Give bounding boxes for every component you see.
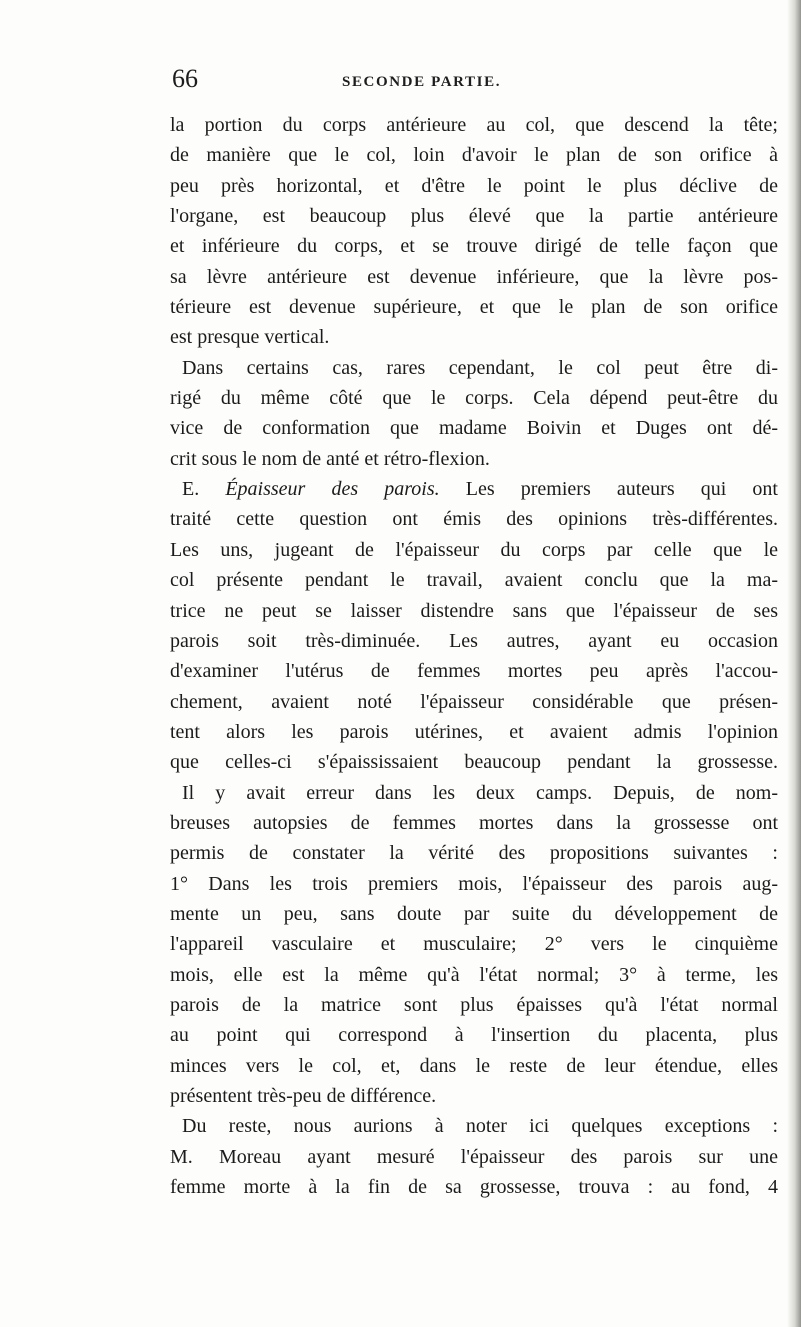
text-line: col présente pendant le travail, avaient conclu que la ma- [170, 569, 778, 592]
text-line: l'appareil vasculaire et musculaire; 2° vers le cinquième [170, 933, 778, 956]
text-line: présentent très-peu de différence. [170, 1085, 437, 1107]
text-line: tent alors les parois utérines, et avaient admis l'opinion [170, 720, 778, 743]
text-line: Les uns, jugeant de l'épaisseur du corps par celle que le [170, 538, 778, 561]
text-line: rigé du même côté que le corps. Cela dépend peut-être du [170, 387, 778, 410]
page-header [172, 64, 772, 100]
text-line: parois de la matrice sont plus épaisses qu'à l'état normal [170, 993, 778, 1016]
text-line: mois, elle est la même qu'à l'état normal; 3° à terme, les [170, 963, 778, 986]
section-title: Épaisseur des parois. [225, 478, 440, 501]
text-line: est presque vertical. [170, 326, 330, 349]
text-line: la portion du corps antérieure au col, que descend la tête; [170, 114, 778, 136]
text-line: Il y avait erreur dans les deux camps. Depuis, de nom- [182, 781, 778, 804]
text-line: térieure est devenue supérieure, et que le plan de son orifice [170, 296, 778, 319]
text-line: breuses autopsies de femmes mortes dans la grossesse ont [170, 811, 778, 834]
text-line: permis de constater la vérité des propositions suivantes : [170, 842, 778, 865]
page-edge-shadow [787, 0, 801, 1327]
section-label: E. [182, 478, 226, 501]
text-line: d'examiner l'utérus de femmes mortes peu après l'accou- [170, 660, 778, 683]
text-line: vice de conformation que madame Boivin et Duges ont dé- [170, 417, 778, 440]
text-line: sa lèvre antérieure est devenue inférieure, que la lèvre pos- [170, 265, 778, 288]
text-line: Dans certains cas, rares cependant, le col peut être di- [182, 356, 778, 379]
text-line: et inférieure du corps, et se trouve dirigé de telle façon que [170, 235, 778, 258]
text-line: chement, avaient noté l'épaisseur considérable que présen- [170, 690, 778, 713]
text-line: traité cette question ont émis des opinions très-différentes. [170, 508, 778, 531]
text-line: mente un peu, sans doute par suite du développement de [170, 902, 778, 925]
text-line [170, 474, 778, 504]
body-text [170, 110, 778, 1202]
text-line: au point qui correspond à l'insertion du placenta, plus [170, 1024, 778, 1047]
text-line: que celles-ci s'épaississaient beaucoup pendant la grossesse. [170, 751, 778, 774]
text-line: Du reste, nous aurions à noter ici quelques exceptions : [182, 1115, 778, 1138]
text-line: M. Moreau ayant mesuré l'épaisseur des parois sur une [170, 1145, 778, 1168]
text-line: l'organe, est beaucoup plus élevé que la partie antérieure [170, 205, 778, 228]
text-line: 1° Dans les trois premiers mois, l'épaisseur des parois aug- [170, 872, 778, 895]
text-line: peu près horizontal, et d'être le point le plus déclive de [170, 174, 778, 197]
running-head: SECONDE PARTIE. [342, 74, 502, 90]
text-line: parois soit très-diminuée. Les autres, ayant eu occasion [170, 629, 778, 652]
text-line: femme morte à la fin de sa grossesse, trouva : au fond, 4 [170, 1176, 778, 1199]
line-text: Les premiers auteurs qui ont [439, 478, 778, 501]
text-line: de manière que le col, loin d'avoir le plan de son orifice à [170, 144, 778, 167]
text-line: crit sous le nom de anté et rétro-flexion. [170, 447, 490, 470]
text-line: trice ne peut se laisser distendre sans que l'épaisseur de ses [170, 599, 778, 622]
page-number: 66 [172, 64, 198, 93]
text-line: minces vers le col, et, dans le reste de leur étendue, elles [170, 1054, 778, 1077]
